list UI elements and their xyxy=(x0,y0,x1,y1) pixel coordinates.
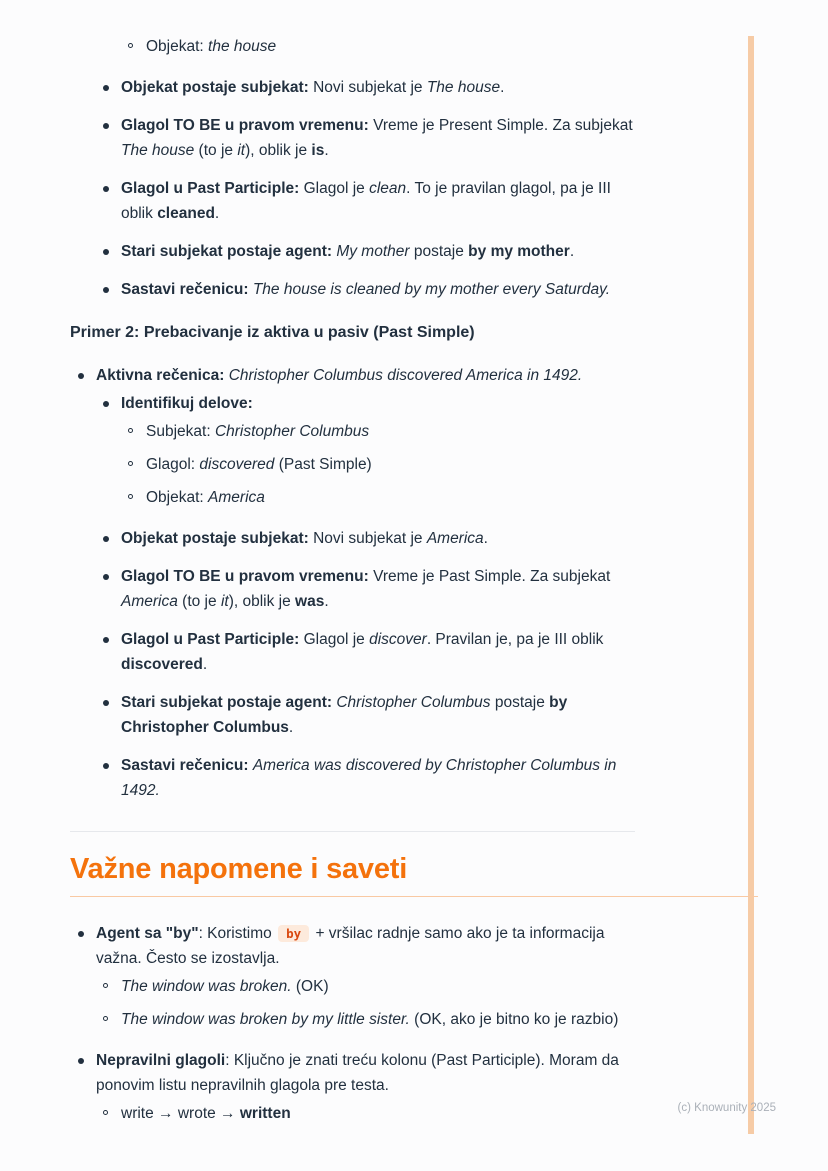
disc-bullet-marker xyxy=(103,176,121,226)
text-segment: Objekat: xyxy=(146,489,209,506)
text-segment: Stari subjekat postaje agent: xyxy=(121,243,333,260)
text-segment: . xyxy=(500,79,505,96)
text-segment: it xyxy=(220,593,229,610)
text-segment: Glagol u Past Participle: xyxy=(121,631,300,648)
text-segment: The window was broken by my little sister. xyxy=(121,1011,410,1028)
disc-bullet-marker xyxy=(103,113,121,163)
text-segment: Glagol je xyxy=(299,631,370,648)
disc-bullet-marker xyxy=(103,627,121,677)
text-segment: cleaned xyxy=(157,205,215,222)
list-item-text xyxy=(146,485,635,510)
text-segment: Christopher Columbus discovered America in 1492. xyxy=(228,367,583,384)
circle-bullet-marker xyxy=(128,419,146,444)
disc-bullet-marker xyxy=(103,277,121,302)
list-item xyxy=(78,363,635,388)
subsection-title: Primer 2: Prebacivanje iz aktiva u pasiv (Past Simple) xyxy=(70,324,475,341)
text-segment: Aktivna rečenica: xyxy=(96,367,225,384)
list-item xyxy=(103,526,635,551)
list-item xyxy=(78,1048,635,1098)
text-segment: America xyxy=(208,489,265,506)
list-item-text xyxy=(121,974,635,999)
list-item-text xyxy=(121,239,635,264)
list-item xyxy=(103,690,635,740)
text-segment: Objekat postaje subjekat: xyxy=(121,530,309,547)
list-item-text xyxy=(121,113,635,163)
disc-bullet-marker xyxy=(78,921,96,971)
text-segment: . xyxy=(288,719,294,736)
text-segment: write → wrote → xyxy=(121,1105,240,1122)
list-item-text xyxy=(121,627,635,677)
text-segment: Nepravilni glagoli xyxy=(96,1052,226,1069)
text-segment: ), oblik je xyxy=(228,593,296,610)
text-segment: Novi subjekat je xyxy=(308,530,427,547)
text-segment: Stari subjekat postaje agent: xyxy=(121,694,333,711)
text-segment: by Christopher Columbus xyxy=(121,694,568,736)
list-item-text xyxy=(121,277,635,302)
text-segment: it xyxy=(237,142,246,159)
list-item xyxy=(103,1101,635,1126)
list-item xyxy=(128,485,635,510)
text-segment: . xyxy=(214,205,220,222)
list-item xyxy=(128,452,635,477)
text-segment: The house is cleaned by my mother every Saturday. xyxy=(252,281,611,298)
text-segment: . xyxy=(483,530,488,547)
text-segment: written xyxy=(239,1105,291,1122)
text-segment: America xyxy=(426,530,484,547)
text-segment: . xyxy=(324,142,329,159)
list-item xyxy=(103,1007,635,1032)
text-segment: Glagol TO BE u pravom vremenu: xyxy=(121,568,369,585)
circle-bullet-marker xyxy=(128,34,146,59)
list-item-text xyxy=(96,921,635,971)
list-item xyxy=(103,113,635,163)
divider xyxy=(70,831,635,832)
text-segment: . To je pravilan glagol, pa je III oblik xyxy=(121,180,611,222)
text-segment: The house xyxy=(426,79,501,96)
list-item-text xyxy=(146,419,635,444)
text-segment: Glagol: xyxy=(146,456,200,473)
text-segment: Glagol TO BE u pravom vremenu: xyxy=(121,117,369,134)
disc-bullet-marker xyxy=(103,564,121,614)
text-segment: Vreme je Past Simple. Za subjekat xyxy=(368,568,611,585)
text-segment: Objekat: xyxy=(146,38,209,55)
text-segment: : Koristimo xyxy=(198,925,277,942)
list-item-text xyxy=(121,75,635,100)
text-segment: . xyxy=(324,593,329,610)
list-item-text xyxy=(121,526,635,551)
disc-bullet-marker xyxy=(103,239,121,264)
text-segment: ), oblik je xyxy=(245,142,312,159)
list-item xyxy=(103,753,635,803)
circle-bullet-marker xyxy=(103,1101,121,1126)
text-segment: postaje xyxy=(490,694,550,711)
list-item-text xyxy=(121,753,635,803)
list-item xyxy=(103,75,635,100)
text-segment: discover xyxy=(369,631,427,648)
inline-code: by xyxy=(278,925,309,942)
circle-bullet-marker xyxy=(103,974,121,999)
disc-bullet-marker xyxy=(103,391,121,416)
document-content xyxy=(70,0,758,1126)
circle-bullet-marker xyxy=(103,1007,121,1032)
disc-bullet-marker xyxy=(103,753,121,803)
list-item xyxy=(103,277,635,302)
text-segment: : Ključno je znati treću kolonu (Past Participle). Moram da ponovim listu nepravilnih glagola pre testa. xyxy=(96,1052,619,1094)
list-item xyxy=(103,176,635,226)
text-segment: Objekat postaje subjekat: xyxy=(121,79,309,96)
circle-bullet-marker xyxy=(128,485,146,510)
text-segment: Sastavi rečenicu: xyxy=(121,757,249,774)
list-item xyxy=(103,974,635,999)
list-item xyxy=(103,564,635,614)
text-segment: . xyxy=(202,656,208,673)
disc-bullet-marker xyxy=(78,363,96,388)
section-title: Važne napomene i saveti xyxy=(70,852,758,897)
disc-bullet-marker xyxy=(103,526,121,551)
text-segment: discovered xyxy=(121,656,203,673)
text-segment: Glagol je xyxy=(299,180,370,197)
list-item-text xyxy=(146,452,635,477)
text-segment: The window was broken. xyxy=(121,978,292,995)
text-segment: Christopher Columbus xyxy=(336,694,491,711)
text-segment: Vreme je Present Simple. Za subjekat xyxy=(368,117,633,134)
disc-bullet-marker xyxy=(103,690,121,740)
text-segment: Novi subjekat je xyxy=(308,79,427,96)
list-item-text xyxy=(121,176,635,226)
disc-bullet-marker xyxy=(103,75,121,100)
text-segment: discovered xyxy=(199,456,275,473)
list-item-text xyxy=(146,34,635,59)
circle-bullet-marker xyxy=(128,452,146,477)
text-segment: America was discovered by Christopher Columbus in 1492. xyxy=(121,757,617,799)
list-item xyxy=(128,419,635,444)
text-segment: (OK, ako je bitno ko je razbio) xyxy=(409,1011,619,1028)
text-segment: (to je xyxy=(177,593,221,610)
text-segment: the house xyxy=(208,38,277,55)
disc-bullet-marker xyxy=(78,1048,96,1098)
text-segment: was xyxy=(295,593,325,610)
text-segment: Glagol u Past Participle: xyxy=(121,180,300,197)
list-item-text xyxy=(121,1007,635,1032)
list-item-text xyxy=(121,690,635,740)
text-segment: is xyxy=(311,142,325,159)
text-segment: clean xyxy=(369,180,407,197)
list-item-text xyxy=(121,391,635,416)
text-segment: . xyxy=(569,243,575,260)
text-segment: Sastavi rečenicu: xyxy=(121,281,249,298)
list-item-text xyxy=(96,363,635,388)
text-segment: My mother xyxy=(336,243,410,260)
watermark: (c) Knowunity 2025 xyxy=(677,1102,776,1114)
list-item-text xyxy=(121,564,635,614)
text-segment: (OK) xyxy=(291,978,329,995)
text-segment: The house xyxy=(121,142,195,159)
list-item xyxy=(128,34,635,59)
list-item-text xyxy=(121,1101,635,1126)
list-item xyxy=(103,239,635,264)
list-item xyxy=(78,921,635,971)
text-segment: + vršilac radnje samo ako je ta informacija važna. Često se izostavlja. xyxy=(96,925,605,967)
text-segment: Agent sa "by" xyxy=(96,925,199,942)
text-segment: by my mother xyxy=(468,243,570,260)
list-item-text xyxy=(96,1048,635,1098)
list-item xyxy=(103,391,635,416)
text-segment: postaje xyxy=(409,243,469,260)
text-segment: Subjekat: xyxy=(146,423,215,440)
text-segment: Christopher Columbus xyxy=(214,423,370,440)
text-segment: (to je xyxy=(194,142,238,159)
text-segment: Identifikuj delove: xyxy=(121,395,253,412)
list-item xyxy=(103,627,635,677)
text-segment: (Past Simple) xyxy=(274,456,372,473)
text-segment: America xyxy=(121,593,178,610)
text-segment: . Pravilan je, pa je III oblik xyxy=(426,631,604,648)
